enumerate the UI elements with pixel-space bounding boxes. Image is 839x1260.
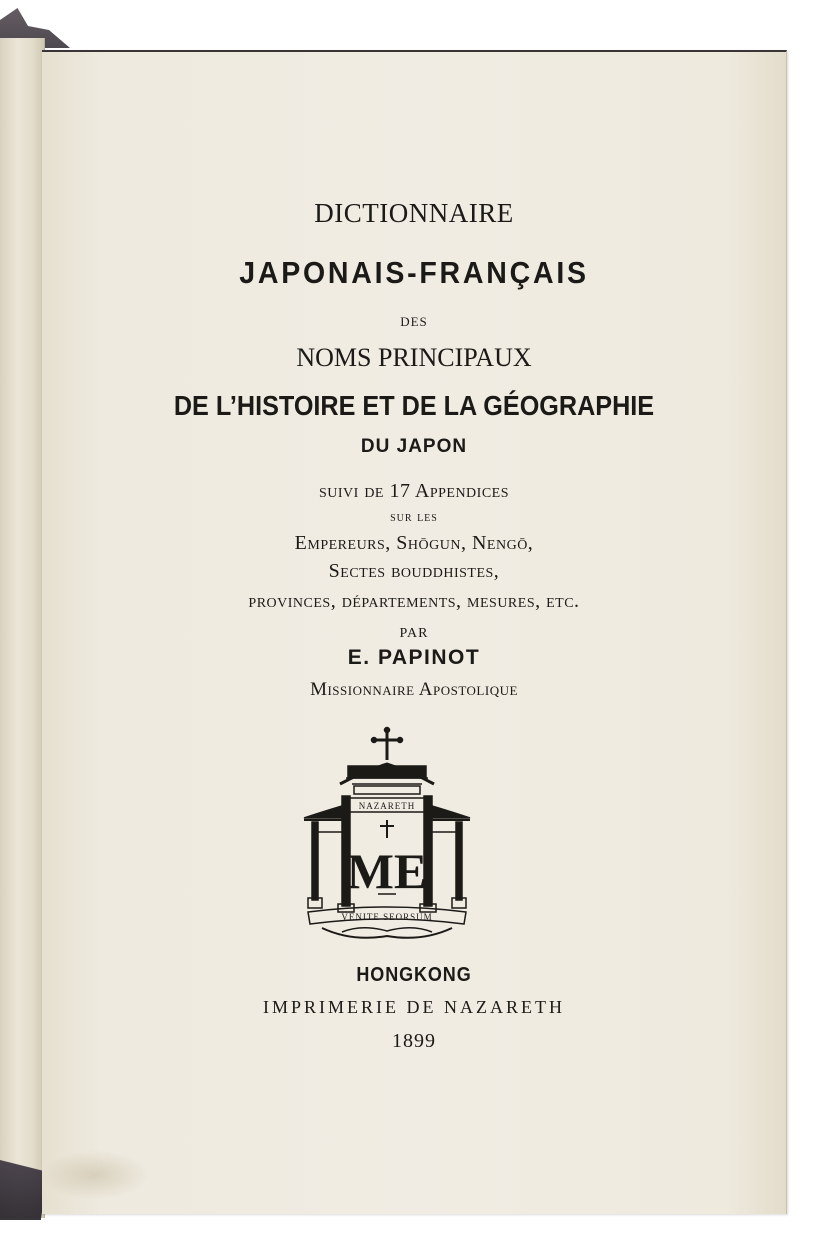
imprint-printer: IMPRIMERIE DE NAZARETH bbox=[263, 997, 565, 1017]
subtitle-appendices: suivi de 17 Appendices bbox=[318, 480, 509, 502]
book-spine-edge bbox=[0, 38, 45, 1218]
title-line-japonais-francais: JAPONAIS-FRANÇAIS bbox=[239, 255, 589, 290]
page-stain bbox=[40, 1150, 150, 1200]
title-line-dictionnaire: DICTIONNAIRE bbox=[314, 198, 514, 228]
subtitle-empereurs: Empereurs, Shōgun, Nengō, bbox=[294, 532, 534, 554]
imprint-year: 1899 bbox=[392, 1030, 436, 1052]
author-name: E. PAPINOT bbox=[347, 646, 481, 669]
emblem-motto: VENITE SEORSUM bbox=[341, 912, 433, 922]
author-title: Missionnaire Apostolique bbox=[310, 679, 518, 700]
subtitle-provinces: provinces, départements, mesures, etc. bbox=[248, 590, 580, 612]
title-line-noms-principaux: NOMS PRINCIPAUX bbox=[296, 343, 532, 372]
title-line-histoire-geographie: DE L’HISTOIRE ET DE LA GÉOGRAPHIE bbox=[173, 390, 655, 421]
emblem-monogram: ME bbox=[346, 843, 428, 899]
title-line-des: DES bbox=[400, 314, 428, 329]
subtitle-sur-les: sur les bbox=[390, 510, 438, 525]
imprint-city: HONGKONG bbox=[356, 964, 472, 986]
subtitle-sectes: Sectes bouddhistes, bbox=[328, 560, 500, 582]
nazareth-emblem bbox=[302, 726, 472, 944]
title-line-du-japon: DU JAPON bbox=[360, 436, 468, 457]
emblem-banner-text: NAZARETH bbox=[358, 801, 416, 811]
author-par: PAR bbox=[399, 626, 429, 641]
